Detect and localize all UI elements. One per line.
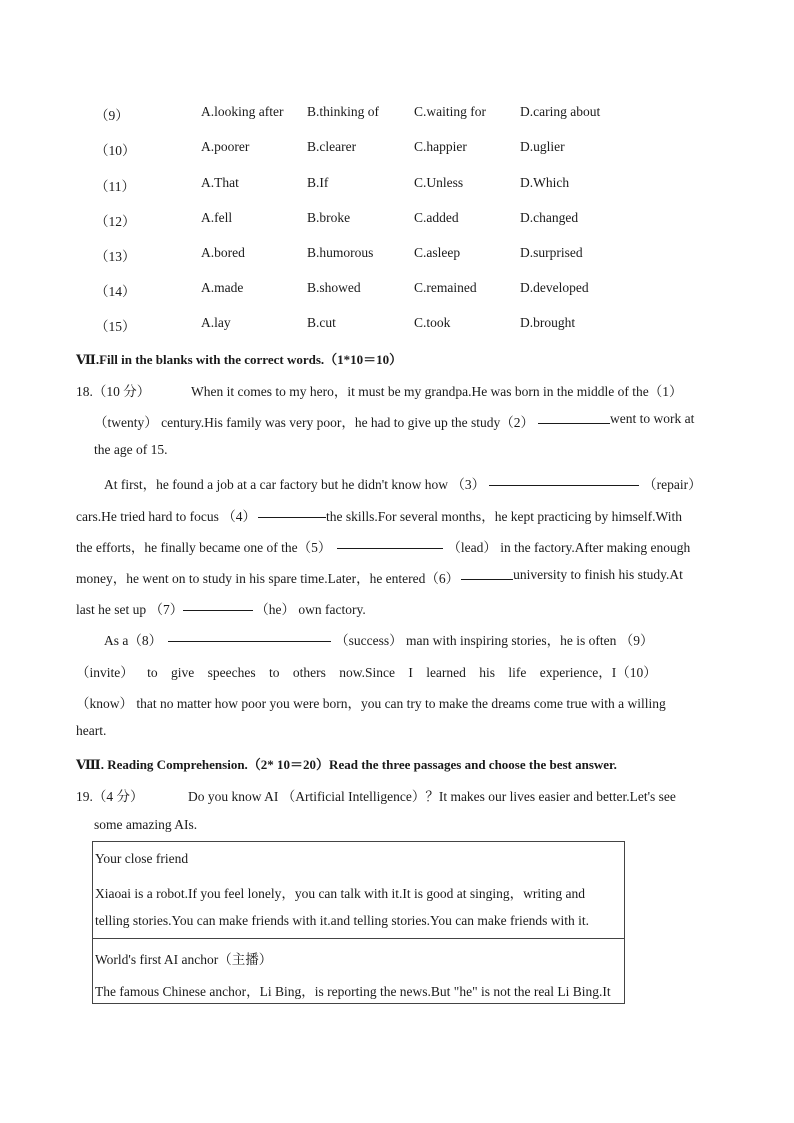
q18-line-2 (94, 411, 718, 431)
q18-text-2a: （twenty） century.His family was very poor，he had to give up the study（2） (94, 415, 535, 430)
blank-3 (489, 473, 639, 486)
option-a: A.lay (201, 315, 231, 330)
q19-line-1 (76, 785, 718, 805)
option-d: D.changed (520, 210, 579, 225)
q18-line-3: the age of 15. (94, 442, 168, 457)
q19-intro-2: some amazing AIs. (94, 817, 198, 832)
q18-text-2b: went to work at (610, 411, 695, 426)
option-c: C.Unless (414, 175, 464, 190)
q18-p2-text-5a: last he set up （7） (76, 602, 184, 617)
q18-text-1: When it comes to my hero，it must be my grandpa.He was born in the middle of the（1） (191, 384, 683, 399)
option-a: A.looking after (201, 104, 284, 119)
option-b: B.showed (307, 280, 361, 295)
option-a: A.poorer (201, 139, 250, 154)
q18-p2-line-1 (104, 473, 702, 493)
q18-p3-line-3: （know） that no matter how poor you were born，you can try to make the dreams come true with a willing (76, 696, 666, 711)
q18-p3-text-1a: As a（8） (104, 633, 163, 648)
q19-intro-1: Do you know AI （Artificial Intelligence）？It makes our lives easier and better.Let's see (188, 789, 676, 804)
section-8-heading: Ⅷ. Reading Comprehension.（2* 10＝20）Read the three passages and choose the best answer. (76, 757, 617, 772)
option-row (0, 104, 794, 124)
option-b: B.humorous (307, 245, 374, 260)
section-7-heading: Ⅶ.Fill in the blanks with the correct words.（1*10＝10） (76, 352, 403, 367)
option-number: （10） (95, 143, 136, 158)
option-row (0, 315, 794, 335)
ai-table (92, 841, 625, 1004)
blank-6 (461, 567, 513, 580)
option-a: A.bored (201, 245, 245, 260)
row1-text-2: telling stories.You can make friends with it.and telling stories.You can make friends with it. (95, 913, 590, 928)
option-c: C.asleep (414, 245, 461, 260)
q18-number: 18.（10 分） (76, 384, 151, 399)
q18-p2-line-4 (76, 567, 683, 587)
blank-8 (168, 629, 331, 642)
option-row (0, 175, 794, 195)
option-number: （9） (95, 108, 129, 123)
option-number: （14） (95, 284, 136, 299)
row1-text-1: Xiaoai is a robot.If you feel lonely，you can talk with it.It is good at singing，writing and (95, 886, 586, 901)
q18-p3-text-1b: （success） man with inspiring stories，he is often （9） (335, 633, 654, 648)
q18-p3-line-4: heart. (76, 723, 107, 738)
option-d: D.surprised (520, 245, 583, 260)
option-row (0, 280, 794, 300)
option-c: C.took (414, 315, 451, 330)
option-c: C.waiting for (414, 104, 486, 119)
option-row (0, 210, 794, 230)
option-c: C.happier (414, 139, 467, 154)
q18-p2-text-3b: （lead） in the factory.After making enough (447, 540, 691, 555)
option-b: B.thinking of (307, 104, 380, 119)
row1-title: Your close friend (95, 851, 189, 866)
q18-p2-line-3 (76, 536, 690, 556)
option-a: A.made (201, 280, 244, 295)
table-divider (93, 938, 624, 939)
option-d: D.developed (520, 280, 589, 295)
option-d: D.uglier (520, 139, 565, 154)
q18-p2-text-1a: At first，he found a job at a car factory but he didn't know how （3） (104, 477, 486, 492)
q18-p2-text-4b: university to finish his study.At (513, 567, 683, 582)
blank-7 (183, 598, 253, 611)
option-d: D.Which (520, 175, 570, 190)
option-b: B.If (307, 175, 329, 190)
option-d: D.caring about (520, 104, 601, 119)
q18-p2-text-4a: money，he went on to study in his spare time.Later，he entered（6） (76, 571, 460, 586)
option-b: B.clearer (307, 139, 357, 154)
q18-p2-line-5 (76, 598, 366, 618)
q18-p2-line-2 (76, 505, 682, 525)
row2-text-1: The famous Chinese anchor，Li Bing，is reporting the news.But "he" is not the real Li Bing.It (95, 984, 611, 999)
blank-2 (538, 411, 610, 424)
blank-4 (258, 505, 326, 518)
option-number: （15） (95, 319, 136, 334)
q18-p2-text-3a: the efforts，he finally became one of the（5） (76, 540, 332, 555)
option-d: D.brought (520, 315, 576, 330)
q18-p3-line-1 (104, 629, 653, 649)
q18-p3-line-2: （invite） to give speeches to others now.Since I learned his life experience，I（10） (76, 665, 657, 680)
option-b: B.cut (307, 315, 336, 330)
option-c: C.added (414, 210, 459, 225)
option-number: （11） (95, 179, 135, 194)
blank-5 (337, 536, 443, 549)
option-c: C.remained (414, 280, 477, 295)
row2-title: World's first AI anchor（主播） (95, 952, 273, 967)
q18-line-1 (76, 380, 718, 400)
q18-p2-text-2a: cars.He tried hard to focus （4） (76, 509, 256, 524)
q18-p2-text-1b: （repair） (643, 477, 702, 492)
q18-p2-text-2b: the skills.For several months，he kept practicing by himself.With (325, 509, 682, 524)
q19-number: 19.（4 分） (76, 789, 144, 804)
option-a: A.fell (201, 210, 233, 225)
option-row (0, 245, 794, 265)
option-row (0, 139, 794, 159)
option-number: （12） (95, 214, 136, 229)
q18-p2-text-5b: （he） own factory. (255, 602, 366, 617)
option-a: A.That (201, 175, 239, 190)
option-number: （13） (95, 249, 136, 264)
option-b: B.broke (307, 210, 351, 225)
